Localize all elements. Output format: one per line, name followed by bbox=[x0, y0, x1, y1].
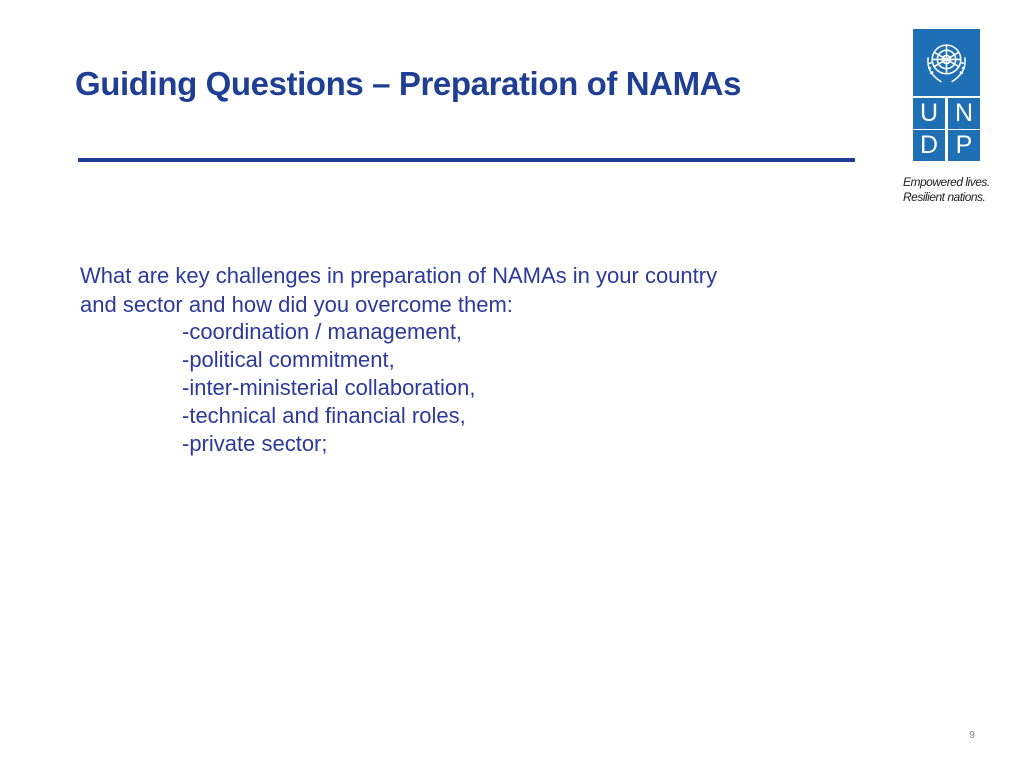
logo-letter-d: D bbox=[913, 130, 945, 161]
question-line-2: and sector and how did you overcome them: bbox=[80, 292, 513, 317]
logo-letter-n: N bbox=[948, 98, 980, 129]
topic-item-technical-financial: -technical and financial roles, bbox=[182, 403, 466, 428]
topic-list bbox=[182, 318, 475, 458]
logo-tagline bbox=[903, 175, 990, 205]
question-line-1: What are key challenges in preparation of NAMAs in your country bbox=[80, 263, 718, 288]
tagline-line-2: Resilient nations. bbox=[903, 190, 986, 204]
slide-title: Guiding Questions – Preparation of NAMAs bbox=[75, 65, 742, 102]
undp-logo bbox=[913, 29, 980, 161]
title-underline bbox=[78, 158, 855, 162]
un-emblem-icon bbox=[913, 29, 980, 96]
topic-item-political-commitment: -political commitment, bbox=[182, 347, 395, 372]
page-number: 9 bbox=[969, 730, 975, 741]
topic-item-inter-ministerial: -inter-ministerial collaboration, bbox=[182, 375, 476, 400]
logo-letter-p: P bbox=[948, 130, 980, 161]
topic-item-private-sector: -private sector; bbox=[182, 431, 328, 456]
topic-item-coordination: -coordination / management, bbox=[182, 319, 463, 344]
logo-letter-u: U bbox=[913, 98, 945, 129]
tagline-line-1: Empowered lives. bbox=[903, 175, 990, 189]
guiding-question bbox=[80, 261, 717, 319]
